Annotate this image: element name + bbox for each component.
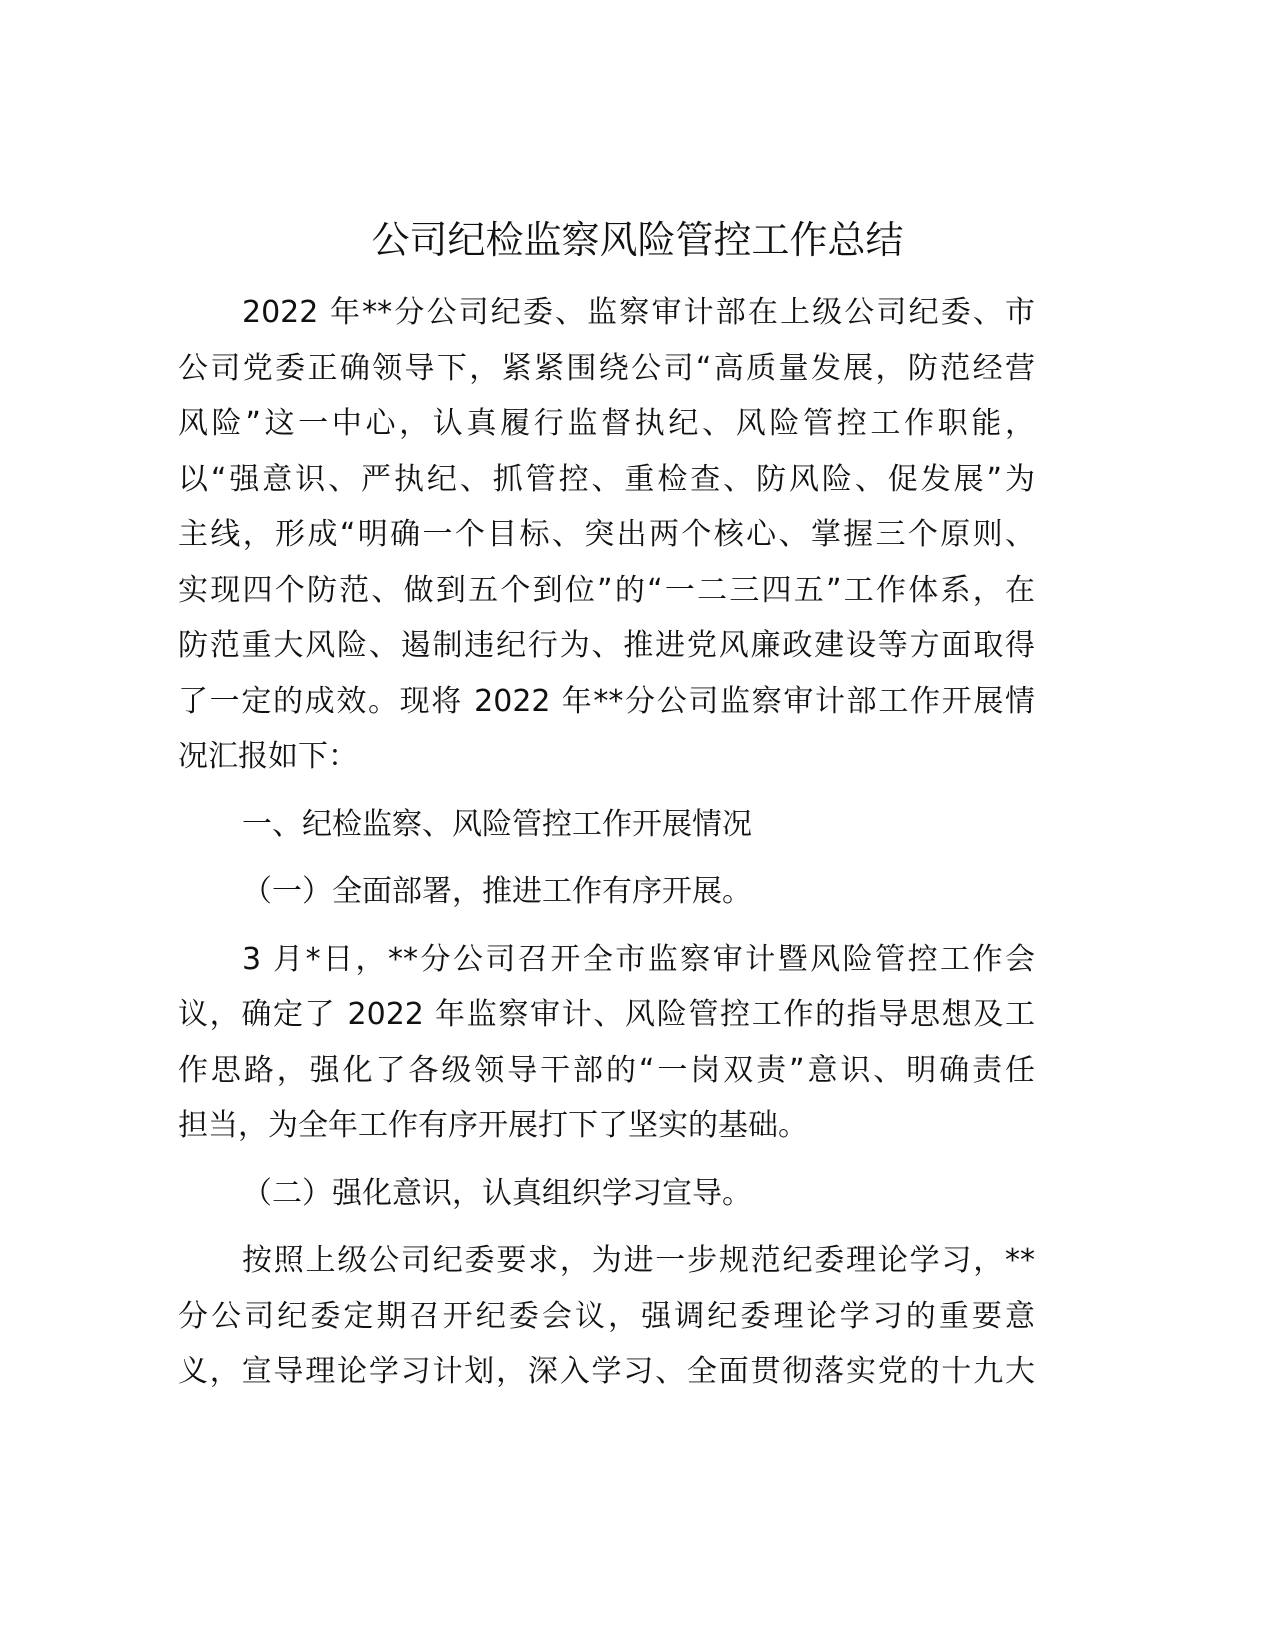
paragraph-line: 议，确定了 2022 年监察审计、风险管控工作的指导思想及工	[178, 997, 1035, 1032]
paragraph-line: 况汇报如下：	[178, 739, 358, 774]
paragraph-line: 防范重大风险、遏制违纪行为、推进党风廉政建设等方面取得	[178, 628, 1035, 663]
paragraph-line: 主线，形成“明确一个目标、突出两个核心、掌握三个原则、	[178, 517, 1035, 552]
paragraph-line: 分公司纪委定期召开纪委会议，强调纪委理论学习的重要意	[178, 1298, 1035, 1334]
paragraph-line: （一）全面部署，推进工作有序开展。	[242, 874, 752, 909]
paragraph	[178, 864, 1035, 920]
document-body	[178, 285, 1035, 1412]
paragraph-line: 按照上级公司纪委要求，为进一步规范纪委理论学习，**	[242, 1243, 1035, 1278]
paragraph	[178, 797, 1035, 853]
paragraph-line: （二）强化意识，认真组织学习宣导。	[242, 1175, 752, 1211]
paragraph	[178, 1233, 1035, 1400]
paragraph-line: 3 月*日，**分公司召开全市监察审计暨风险管控工作会	[242, 941, 1035, 977]
paragraph-line: 风险”这一中心，认真履行监督执纪、风险管控工作职能，	[178, 406, 1035, 441]
paragraph-line: 以“强意识、严执纪、抓管控、重检查、防风险、促发展”为	[178, 461, 1035, 497]
paragraph-line: 实现四个防范、做到五个到位”的“一二三四五”工作体系，在	[178, 572, 1035, 608]
paragraph	[178, 285, 1035, 785]
paragraph-line: 公司党委正确领导下，紧紧围绕公司“高质量发展，防范经营	[178, 350, 1035, 386]
paragraph-line: 一、纪检监察、风险管控工作开展情况	[242, 806, 752, 842]
paragraph-line: 作思路，强化了各级领导干部的“一岗双责”意识、明确责任	[178, 1052, 1035, 1088]
paragraph-line: 担当，为全年工作有序开展打下了坚实的基础。	[178, 1108, 808, 1143]
paragraph-line: 了一定的成效。现将 2022 年**分公司监察审计部工作开展情	[178, 683, 1035, 719]
paragraph-line: 2022 年**分公司纪委、监察审计部在上级公司纪委、市	[242, 295, 1035, 330]
document-title: 公司纪检监察风险管控工作总结	[371, 218, 904, 262]
paragraph	[178, 1166, 1035, 1222]
paragraph	[178, 932, 1035, 1154]
paragraph-line: 义，宣导理论学习计划，深入学习、全面贯彻落实党的十九大	[178, 1354, 1035, 1389]
